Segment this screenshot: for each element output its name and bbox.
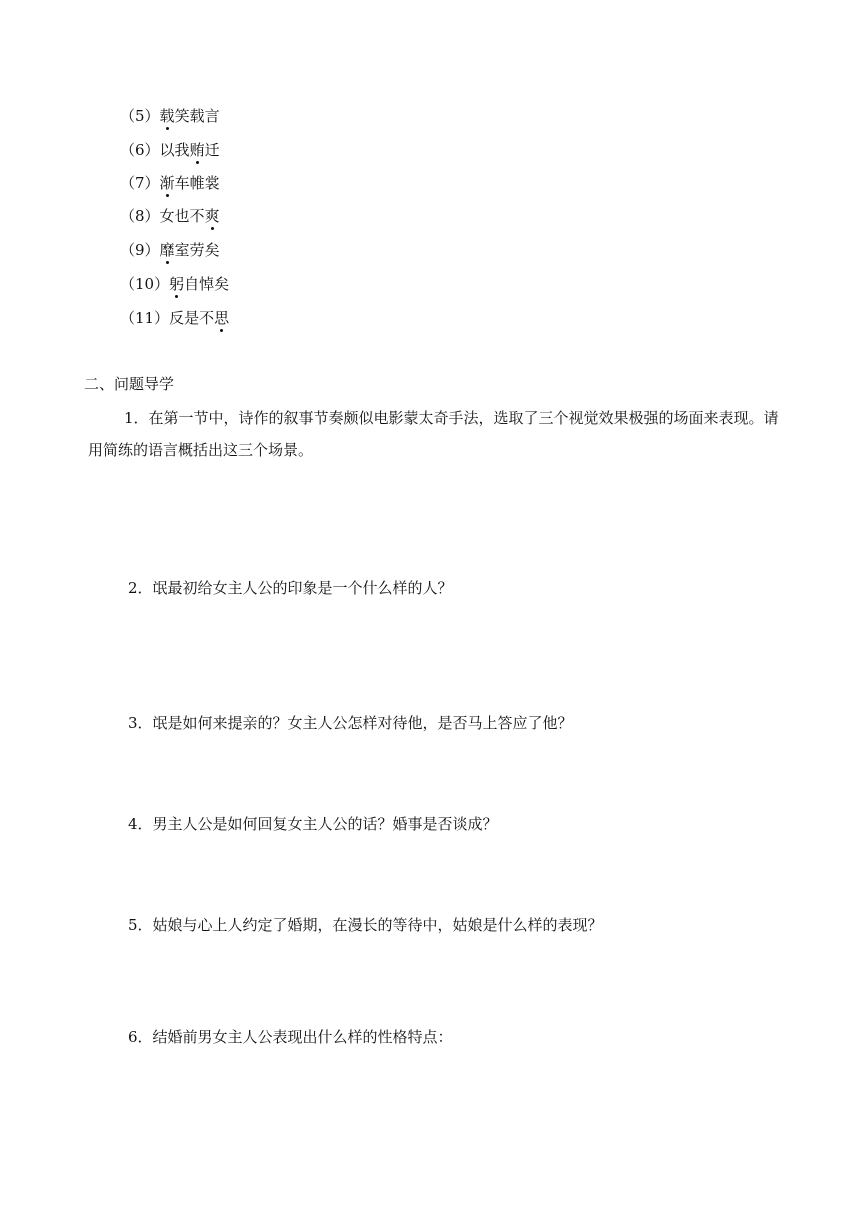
vocab-item	[120, 206, 220, 226]
dotted-char: 靡	[159, 241, 175, 259]
vocab-num: （5）	[120, 107, 160, 125]
question-3: 3．氓是如何来提亲的？女主人公怎样对待他，是否马上答应了他？	[128, 714, 573, 732]
question-6: 6．结婚前男女主人公表现出什么样的性格特点：	[128, 1028, 453, 1046]
question-4: 4．男主人公是如何回复女主人公的话？婚事是否谈成？	[128, 815, 498, 833]
vocab-item	[120, 140, 220, 160]
dotted-char: 躬	[169, 275, 185, 293]
dotted-char: 载	[159, 107, 175, 125]
vocab-item	[120, 274, 229, 294]
dotted-char: 贿	[189, 141, 205, 159]
vocab-text-post: 自悼矣	[184, 275, 230, 293]
vocab-num: （10）	[120, 275, 170, 293]
vocab-text-pre: 女也不	[159, 207, 205, 225]
vocab-text-post: 室劳矣	[174, 241, 220, 259]
question-5: 5．姑娘与心上人约定了婚期，在漫长的等待中，姑娘是什么样的表现？	[128, 916, 603, 934]
vocab-text-post: 车帷裳	[174, 174, 220, 192]
vocab-num: （8）	[120, 207, 160, 225]
dotted-char: 渐	[159, 174, 175, 192]
question-1: 1．在第一节中，诗作的叙事节奏颇似电影蒙太奇手法，选取了三个视觉效果极强的场面来表现。请用简练的语言概括出这三个场景。	[88, 409, 779, 459]
vocab-text-post: 迁	[204, 141, 220, 159]
vocab-num: （7）	[120, 174, 160, 192]
question-2: 2．氓最初给女主人公的印象是一个什么样的人？	[128, 579, 453, 597]
dotted-char: 思	[214, 309, 230, 327]
vocab-num: （6）	[120, 141, 160, 159]
vocab-num: （9）	[120, 241, 160, 259]
vocab-item	[120, 240, 220, 260]
vocab-item	[120, 106, 220, 126]
vocab-text-pre: 以我	[159, 141, 190, 159]
vocab-num: （11）	[120, 309, 170, 327]
section-title: 二、问题导学	[84, 375, 175, 393]
vocab-item	[120, 173, 220, 193]
dotted-char: 爽	[204, 207, 220, 225]
vocab-text-post: 笑载言	[174, 107, 220, 125]
vocab-item	[120, 308, 229, 328]
vocab-text-pre: 反是不	[169, 309, 215, 327]
